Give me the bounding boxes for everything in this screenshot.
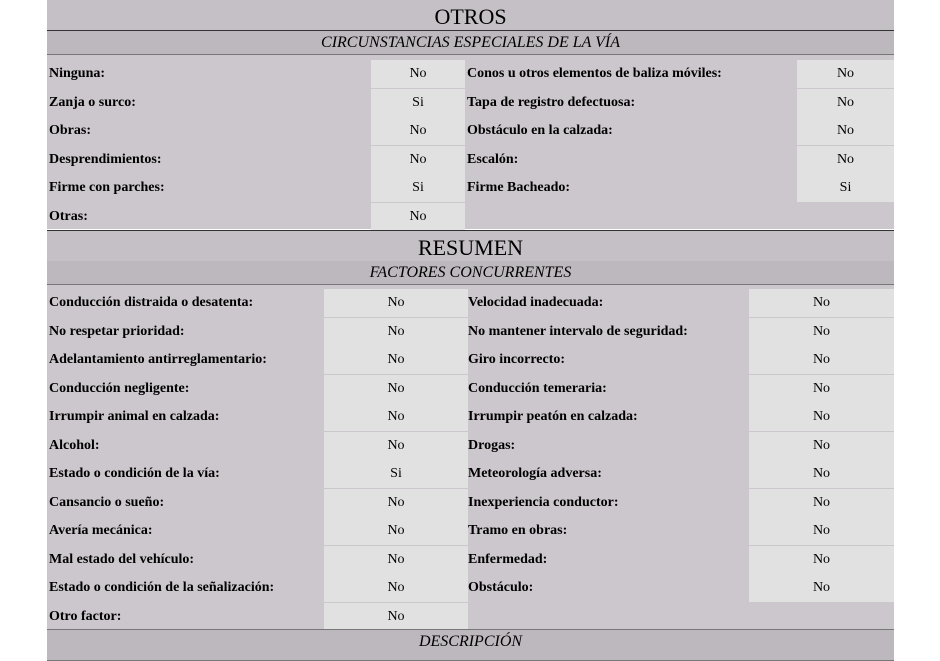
row-value: No xyxy=(324,517,468,545)
row-label: Mal estado del vehículo: xyxy=(49,551,195,567)
row-value: No xyxy=(371,60,465,88)
table-row xyxy=(47,375,894,403)
table-row xyxy=(47,603,894,631)
table-row xyxy=(47,289,894,317)
row-label: Estado o condición de la vía: xyxy=(49,466,220,481)
row-label: Ninguna: xyxy=(49,66,106,81)
row-label: Desprendimientos: xyxy=(49,151,162,167)
table-row xyxy=(47,460,894,488)
row-label: Alcohol: xyxy=(49,437,100,453)
row-value: No xyxy=(749,574,894,602)
row-label: Conducción temeraria: xyxy=(468,380,607,396)
row-label: No mantener intervalo de seguridad: xyxy=(468,323,688,339)
row-value: No xyxy=(749,289,894,317)
table-row xyxy=(47,203,894,231)
row-value: No xyxy=(797,146,894,174)
row-value: No xyxy=(749,517,894,545)
row-value: Si xyxy=(324,460,468,488)
otros-section-title: OTROS xyxy=(47,0,894,31)
row-value: Si xyxy=(797,174,894,202)
table-row xyxy=(47,89,894,117)
row-value: No xyxy=(324,289,468,317)
row-value: No xyxy=(371,146,465,174)
row-value: No xyxy=(749,546,894,574)
table-row xyxy=(47,489,894,517)
row-value: No xyxy=(324,318,468,346)
circunstancias-subtitle: CIRCUNSTANCIAS ESPECIALES DE LA VÍA xyxy=(47,31,894,55)
row-label: Tramo en obras: xyxy=(468,523,568,538)
row-value: No xyxy=(797,117,894,145)
row-value: No xyxy=(749,375,894,403)
row-label: Enfermedad: xyxy=(468,551,548,567)
row-value: No xyxy=(371,203,465,231)
factores-subtitle: FACTORES CONCURRENTES xyxy=(47,261,894,285)
row-label: Firme Bacheado: xyxy=(467,180,571,195)
row-label: Tapa de registro defectuosa: xyxy=(467,94,636,110)
table-row xyxy=(47,117,894,145)
report-page xyxy=(47,0,894,650)
row-value: Si xyxy=(371,174,465,202)
table-row xyxy=(47,403,894,431)
row-value: No xyxy=(797,89,894,117)
table-row xyxy=(47,318,894,346)
row-value: No xyxy=(749,489,894,517)
row-value: No xyxy=(797,60,894,88)
row-value: No xyxy=(324,375,468,403)
row-value: No xyxy=(749,318,894,346)
row-label: Adelantamiento antirreglamentario: xyxy=(49,352,267,367)
row-label: Estado o condición de la señalización: xyxy=(49,580,275,595)
descripcion-subtitle: DESCRIPCIÓN xyxy=(47,629,894,661)
row-label: Cansancio o sueño: xyxy=(49,494,165,510)
row-label: Obras: xyxy=(49,123,91,138)
row-label: Inexperiencia conductor: xyxy=(468,494,619,510)
row-label: Giro incorrecto: xyxy=(468,352,566,367)
row-label: Obstáculo: xyxy=(468,580,534,595)
row-value: No xyxy=(749,403,894,431)
row-label: Meteorología adversa: xyxy=(468,466,602,481)
row-value: No xyxy=(371,117,465,145)
table-row xyxy=(47,546,894,574)
row-label: Avería mecánica: xyxy=(49,523,153,538)
row-label: Obstáculo en la calzada: xyxy=(467,123,613,138)
row-label: Zanja o surco: xyxy=(49,94,136,110)
row-label: Otras: xyxy=(49,208,88,224)
table-row xyxy=(47,517,894,545)
row-value: No xyxy=(749,432,894,460)
row-label: Firme con parches: xyxy=(49,180,165,195)
row-label: Conducción negligente: xyxy=(49,380,190,396)
row-label: Velocidad inadecuada: xyxy=(468,295,604,310)
row-label: No respetar prioridad: xyxy=(49,323,185,339)
row-value: No xyxy=(324,489,468,517)
table-row xyxy=(47,60,894,88)
row-value: No xyxy=(749,346,894,374)
row-value: No xyxy=(324,346,468,374)
row-value: No xyxy=(324,603,468,631)
row-label: Drogas: xyxy=(468,437,516,453)
table-row xyxy=(47,346,894,374)
table-row xyxy=(47,146,894,174)
row-value: No xyxy=(324,546,468,574)
row-label: Otro factor: xyxy=(49,608,122,624)
row-value: No xyxy=(324,403,468,431)
table-row xyxy=(47,432,894,460)
row-value: No xyxy=(749,460,894,488)
resumen-section-title: RESUMEN xyxy=(47,230,894,262)
row-label: Escalón: xyxy=(467,151,519,167)
table-row xyxy=(47,174,894,202)
table-row xyxy=(47,574,894,602)
row-label: Conducción distraida o desatenta: xyxy=(49,295,254,310)
row-label: Irrumpir peatón en calzada: xyxy=(468,409,638,424)
row-value: No xyxy=(324,574,468,602)
row-value: Si xyxy=(371,89,465,117)
row-value: No xyxy=(324,432,468,460)
row-label: Conos u otros elementos de baliza móviles: xyxy=(467,66,722,81)
row-label: Irrumpir animal en calzada: xyxy=(49,409,220,424)
